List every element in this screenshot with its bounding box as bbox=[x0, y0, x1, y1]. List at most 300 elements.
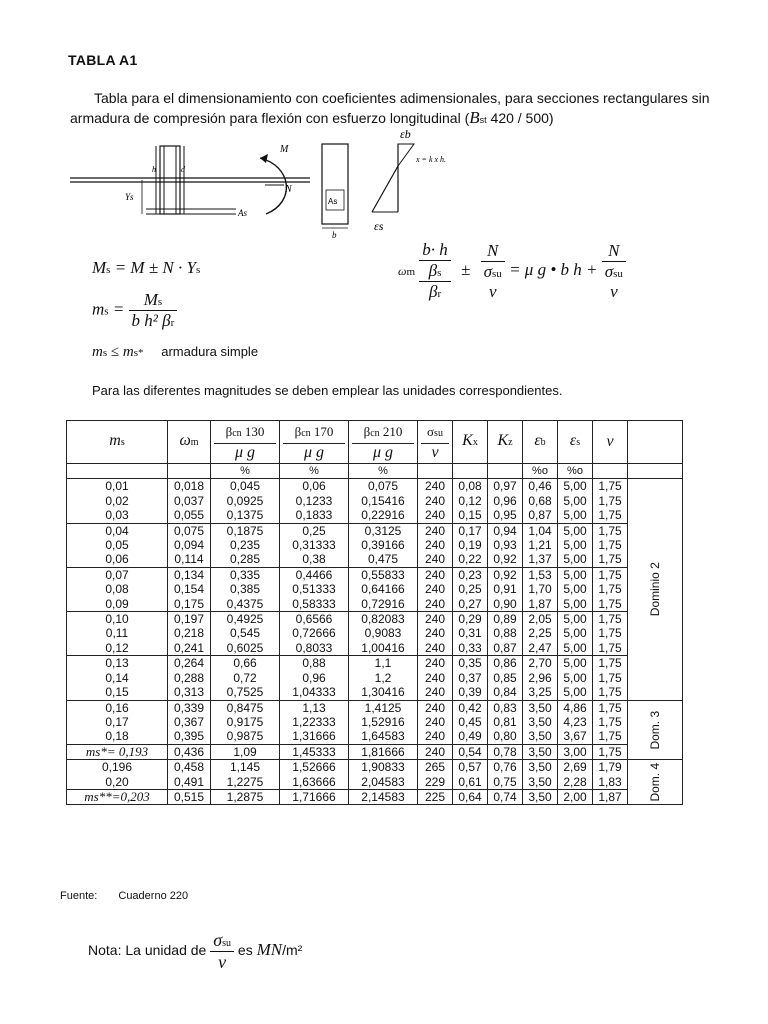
col-domain bbox=[628, 421, 683, 464]
table-cell bbox=[593, 567, 628, 611]
cell-value: 0,66 bbox=[233, 656, 257, 671]
table-cell bbox=[211, 567, 280, 611]
cell-value: 0,88 bbox=[493, 626, 517, 641]
cell-value: 0,29 bbox=[458, 612, 482, 627]
label-n: N bbox=[285, 184, 292, 195]
cell-value: 0,42 bbox=[458, 700, 482, 715]
cell-value: 240 bbox=[424, 640, 446, 655]
label-eb: εb bbox=[400, 130, 411, 141]
cell-value: 0,02 bbox=[105, 493, 129, 508]
table-cell: 1,87 bbox=[593, 789, 628, 804]
cell-value: 2,04583 bbox=[361, 774, 405, 789]
cell-value: 5,00 bbox=[563, 523, 587, 538]
cell-value: 0,3125 bbox=[364, 523, 402, 538]
table-cell bbox=[67, 567, 168, 611]
source-value: Cuaderno 220 bbox=[118, 890, 189, 902]
table-cell bbox=[453, 479, 488, 523]
cell-value: 240 bbox=[424, 596, 446, 611]
col-kx: Kx bbox=[453, 421, 488, 464]
cell-value: 240 bbox=[424, 729, 446, 744]
cell-value: 0,19 bbox=[458, 538, 482, 553]
table-cell bbox=[593, 523, 628, 567]
cell-value: 1,75 bbox=[598, 612, 622, 627]
cell-value: 0,458 bbox=[173, 760, 205, 775]
table-cell bbox=[211, 656, 280, 700]
label-ys: Ys bbox=[125, 192, 134, 202]
cell-value: 0,92 bbox=[493, 552, 517, 567]
cell-value: 1,64583 bbox=[361, 729, 405, 744]
table-cell bbox=[558, 612, 593, 656]
table-cell bbox=[488, 700, 523, 744]
table-row-group bbox=[67, 656, 683, 700]
table-cell bbox=[349, 479, 418, 523]
label-x: x = k x h. bbox=[416, 155, 447, 164]
cell-value: 0,49 bbox=[458, 729, 482, 744]
cell-value: 0,75 bbox=[493, 774, 517, 789]
cell-value: 0,96 bbox=[302, 670, 326, 685]
cell-value: 0,241 bbox=[173, 640, 205, 655]
cell-value: 240 bbox=[424, 612, 446, 627]
cell-value: 5,00 bbox=[563, 670, 587, 685]
cell-value: 0,86 bbox=[493, 656, 517, 671]
cell-value: 0,97 bbox=[493, 479, 517, 494]
table-cell: 1,71666 bbox=[280, 789, 349, 804]
table-cell bbox=[523, 612, 558, 656]
cell-value: 0,094 bbox=[173, 538, 205, 553]
cell-value: 0,385 bbox=[229, 582, 261, 597]
cell-value: 1,37 bbox=[528, 552, 552, 567]
cell-value: 5,00 bbox=[563, 612, 587, 627]
unit-cell: % bbox=[211, 464, 280, 479]
domain-text: Dom. 4 bbox=[647, 762, 662, 802]
cell-value: 1,75 bbox=[598, 685, 622, 700]
cell-value: 0,89 bbox=[493, 612, 517, 627]
cell-value: 0,37 bbox=[458, 670, 482, 685]
cell-value: 240 bbox=[424, 552, 446, 567]
cell-value: 1,2275 bbox=[226, 774, 264, 789]
table-cell bbox=[211, 760, 280, 790]
source-label: Fuente: bbox=[60, 890, 98, 902]
cell-value: 4,86 bbox=[563, 700, 587, 715]
cell-value: 4,23 bbox=[563, 714, 587, 729]
cell-value: 3,25 bbox=[528, 685, 552, 700]
cell-value: 240 bbox=[424, 508, 446, 523]
table-cell bbox=[67, 612, 168, 656]
unit-cell: % bbox=[349, 464, 418, 479]
steel-grade: 420 / 500) bbox=[486, 110, 554, 126]
table-cell bbox=[593, 700, 628, 744]
domain-label bbox=[628, 479, 683, 700]
table-cell bbox=[558, 567, 593, 611]
cell-value: 0,4375 bbox=[226, 596, 264, 611]
cell-value: 0,38 bbox=[302, 552, 326, 567]
cell-value: 0,12 bbox=[458, 493, 482, 508]
cell-value: 5,00 bbox=[563, 479, 587, 494]
cell-value: 1,75 bbox=[598, 538, 622, 553]
col-kz: Kz bbox=[488, 421, 523, 464]
cell-value: 5,00 bbox=[563, 656, 587, 671]
cell-value: 1,75 bbox=[598, 493, 622, 508]
cell-value: 240 bbox=[424, 479, 446, 494]
cell-value: 0,075 bbox=[173, 523, 205, 538]
domain-blank bbox=[628, 464, 683, 479]
note-unit-rest: /m² bbox=[282, 942, 303, 959]
table-cell bbox=[418, 760, 453, 790]
cell-value: 0,87 bbox=[493, 640, 517, 655]
cell-value: 1,75 bbox=[598, 670, 622, 685]
table-cell bbox=[211, 523, 280, 567]
cell-value: 0,0925 bbox=[226, 493, 264, 508]
table-cell bbox=[168, 479, 211, 523]
cell-value: 0,82083 bbox=[361, 612, 405, 627]
cell-value: 0,22 bbox=[458, 552, 482, 567]
cell-value: 0,58333 bbox=[292, 596, 336, 611]
cell-value: 0,55833 bbox=[361, 567, 405, 582]
table-cell bbox=[453, 523, 488, 567]
unit-cell: %o bbox=[558, 464, 593, 479]
table-cell: 1,81666 bbox=[349, 744, 418, 759]
table-cell bbox=[488, 523, 523, 567]
table-cell bbox=[558, 523, 593, 567]
cell-value: 0,61 bbox=[458, 774, 482, 789]
table-cell bbox=[349, 567, 418, 611]
note-line bbox=[88, 930, 302, 973]
cell-value: 0,45 bbox=[458, 714, 482, 729]
label-as-section: As bbox=[328, 197, 338, 206]
cell-value: 1,87 bbox=[528, 596, 552, 611]
table-cell: 3,50 bbox=[523, 744, 558, 759]
cell-value: 240 bbox=[424, 685, 446, 700]
cell-value: 240 bbox=[424, 670, 446, 685]
table-row-group bbox=[67, 567, 683, 611]
cell-value: 0,10 bbox=[105, 612, 129, 627]
cell-value: 1,90833 bbox=[361, 760, 405, 775]
steel-sub: st bbox=[479, 115, 487, 125]
unit-cell bbox=[453, 464, 488, 479]
cell-value: 1,75 bbox=[598, 552, 622, 567]
cell-value: 0,27 bbox=[458, 596, 482, 611]
cell-value: 1,75 bbox=[598, 523, 622, 538]
cell-value: 3,50 bbox=[528, 774, 552, 789]
table-cell bbox=[280, 760, 349, 790]
cell-value: 3,50 bbox=[528, 714, 552, 729]
cell-value: 5,00 bbox=[563, 567, 587, 582]
table-cell bbox=[211, 479, 280, 523]
cell-value: 240 bbox=[424, 700, 446, 715]
cell-value: 1,145 bbox=[229, 760, 261, 775]
cell-value: 240 bbox=[424, 714, 446, 729]
table-cell bbox=[523, 567, 558, 611]
table-cell: 0,54 bbox=[453, 744, 488, 759]
cell-value: 0,395 bbox=[173, 729, 205, 744]
col-eb: εb bbox=[523, 421, 558, 464]
cell-value: 0,72666 bbox=[292, 626, 336, 641]
table-cell bbox=[349, 656, 418, 700]
cell-value: 0,09 bbox=[105, 596, 129, 611]
cell-value: 0,68 bbox=[528, 493, 552, 508]
cell-value: 1,04333 bbox=[292, 685, 336, 700]
table-cell bbox=[488, 612, 523, 656]
cell-value: 0,31333 bbox=[292, 538, 336, 553]
table-cell bbox=[349, 700, 418, 744]
cell-value: 2,28 bbox=[563, 774, 587, 789]
table-cell bbox=[558, 700, 593, 744]
cell-value: 0,14 bbox=[105, 670, 129, 685]
table-row-group bbox=[67, 612, 683, 656]
cell-value: 5,00 bbox=[563, 596, 587, 611]
cell-value: 240 bbox=[424, 656, 446, 671]
cell-value: 1,52666 bbox=[292, 760, 336, 775]
cell-value: 0,81 bbox=[493, 714, 517, 729]
cell-value: 1,21 bbox=[528, 538, 552, 553]
cell-value: 0,339 bbox=[173, 700, 205, 715]
cell-value: 0,94 bbox=[493, 523, 517, 538]
cell-value: 0,288 bbox=[173, 670, 205, 685]
table-cell bbox=[488, 656, 523, 700]
cell-value: 1,75 bbox=[598, 640, 622, 655]
cell-value: 0,91 bbox=[493, 582, 517, 597]
table-cell bbox=[453, 700, 488, 744]
cell-value: 0,13 bbox=[105, 656, 129, 671]
table-cell: 2,00 bbox=[558, 789, 593, 804]
cell-value: 240 bbox=[424, 626, 446, 641]
table-cell: 2,14583 bbox=[349, 789, 418, 804]
table-cell bbox=[488, 567, 523, 611]
table-cell: 3,50 bbox=[523, 789, 558, 804]
cell-value: 0,15 bbox=[105, 685, 129, 700]
cell-value: 1,79 bbox=[598, 760, 622, 775]
cell-value: 0,154 bbox=[173, 582, 205, 597]
cell-value: 0,264 bbox=[173, 656, 205, 671]
table-cell bbox=[418, 700, 453, 744]
cell-value: 0,196 bbox=[101, 760, 133, 775]
table-cell bbox=[67, 656, 168, 700]
table-cell bbox=[280, 612, 349, 656]
table-cell: 0,78 bbox=[488, 744, 523, 759]
cell-value: 0,03 bbox=[105, 508, 129, 523]
table-cell bbox=[523, 523, 558, 567]
cell-value: 0,25 bbox=[458, 582, 482, 597]
cell-value: 0,313 bbox=[173, 685, 205, 700]
table-cell bbox=[349, 523, 418, 567]
formula-omega: ωm b· h βs βr ± N σsu ν = μ g • b h + N σsu ν bbox=[398, 240, 626, 302]
table-cell bbox=[168, 700, 211, 744]
cell-value: 0,8475 bbox=[226, 700, 264, 715]
table-cell: 0,74 bbox=[488, 789, 523, 804]
table-cell bbox=[349, 760, 418, 790]
domain-label bbox=[628, 760, 683, 805]
cell-value: 0,96 bbox=[493, 493, 517, 508]
cell-value: 1,75 bbox=[598, 582, 622, 597]
cell-value: 0,1233 bbox=[295, 493, 333, 508]
cell-value: 5,00 bbox=[563, 685, 587, 700]
cell-value: 1,53 bbox=[528, 567, 552, 582]
cell-value: 0,491 bbox=[173, 774, 205, 789]
source-line bbox=[60, 890, 188, 902]
cell-value: 0,84 bbox=[493, 685, 517, 700]
label-as-left: As bbox=[238, 208, 247, 218]
units-row bbox=[67, 464, 683, 479]
cell-value: 0,218 bbox=[173, 626, 205, 641]
cell-value: 1,83 bbox=[598, 774, 622, 789]
cell-value: 265 bbox=[424, 760, 446, 775]
cell-value: 2,05 bbox=[528, 612, 552, 627]
table-cell bbox=[453, 612, 488, 656]
table-cell bbox=[558, 479, 593, 523]
unit-cell: %o bbox=[523, 464, 558, 479]
table-cell bbox=[523, 656, 558, 700]
cell-value: 0,23 bbox=[458, 567, 482, 582]
table-cell bbox=[67, 700, 168, 744]
cell-value: 0,33 bbox=[458, 640, 482, 655]
cell-value: 0,92 bbox=[493, 567, 517, 582]
table-row-group bbox=[67, 760, 683, 790]
cell-value: 0,06 bbox=[302, 479, 326, 494]
table-cell: 3,00 bbox=[558, 744, 593, 759]
table-cell bbox=[168, 567, 211, 611]
cell-value: 1,75 bbox=[598, 596, 622, 611]
domain-label bbox=[628, 700, 683, 760]
cell-value: 0,76 bbox=[493, 760, 517, 775]
cell-value: 0,08 bbox=[105, 582, 129, 597]
label-d: d bbox=[181, 165, 185, 174]
col-omega: ωm bbox=[168, 421, 211, 464]
cell-value: 0,4925 bbox=[226, 612, 264, 627]
cell-value: 0,90 bbox=[493, 596, 517, 611]
col-nu: ν bbox=[593, 421, 628, 464]
cell-value: 0,075 bbox=[367, 479, 399, 494]
cell-value: 0,01 bbox=[105, 479, 129, 494]
cell-value: 1,13 bbox=[302, 700, 326, 715]
table-cell bbox=[488, 760, 523, 790]
table-cell bbox=[558, 656, 593, 700]
col-es: εs bbox=[558, 421, 593, 464]
cell-value: 1,00416 bbox=[361, 640, 405, 655]
unit-cell bbox=[418, 464, 453, 479]
cell-value: 0,018 bbox=[173, 479, 205, 494]
cell-value: 0,31 bbox=[458, 626, 482, 641]
table-cell bbox=[418, 656, 453, 700]
table-row-group bbox=[67, 523, 683, 567]
cell-value: 1,04 bbox=[528, 523, 552, 538]
cell-value: 0,175 bbox=[173, 596, 205, 611]
cell-value: 1,4125 bbox=[364, 700, 402, 715]
unit-cell bbox=[593, 464, 628, 479]
cell-value: 0,6566 bbox=[295, 612, 333, 627]
cell-value: 0,11 bbox=[105, 626, 129, 641]
table-cell bbox=[418, 523, 453, 567]
cell-value: 1,70 bbox=[528, 582, 552, 597]
formula-ms-ratio: ms = $\frac{Ms}{\text{b h² βr}}$ bbox=[92, 290, 177, 331]
cell-value: 0,6025 bbox=[226, 640, 264, 655]
col-b130: βcn 130 μ g bbox=[211, 421, 280, 464]
ms-star-row bbox=[67, 744, 683, 759]
unit-cell bbox=[168, 464, 211, 479]
table-cell: 1,75 bbox=[593, 744, 628, 759]
table-cell: 240 bbox=[418, 744, 453, 759]
cell-value: 5,00 bbox=[563, 493, 587, 508]
cell-value: 240 bbox=[424, 567, 446, 582]
cell-value: 0,83 bbox=[493, 700, 517, 715]
table-cell: 1,45333 bbox=[280, 744, 349, 759]
col-b210: βcn 210 μ g bbox=[349, 421, 418, 464]
cell-value: 1,75 bbox=[598, 656, 622, 671]
cell-value: 0,367 bbox=[173, 714, 205, 729]
cell-value: 5,00 bbox=[563, 538, 587, 553]
cell-value: 0,39166 bbox=[361, 538, 405, 553]
formula-ms: Ms = M ± N · Ys bbox=[92, 258, 201, 277]
section-diagram bbox=[60, 130, 480, 240]
cell-value: 0,15 bbox=[458, 508, 482, 523]
cell-value: 0,17 bbox=[105, 714, 129, 729]
table-cell bbox=[593, 656, 628, 700]
cell-value: 0,39 bbox=[458, 685, 482, 700]
table-cell: 225 bbox=[418, 789, 453, 804]
cell-value: 2,69 bbox=[563, 760, 587, 775]
table-cell bbox=[168, 760, 211, 790]
cell-value: 0,46 bbox=[528, 479, 552, 494]
ms-star2-row bbox=[67, 789, 683, 804]
cell-value: 0,197 bbox=[173, 612, 205, 627]
table-cell: 1,09 bbox=[211, 744, 280, 759]
cell-value: 1,75 bbox=[598, 508, 622, 523]
unit-cell: % bbox=[280, 464, 349, 479]
page-title: TABLA A1 bbox=[68, 52, 138, 68]
table-cell bbox=[453, 760, 488, 790]
cell-value: 1,75 bbox=[598, 479, 622, 494]
cell-value: 0,9083 bbox=[364, 626, 402, 641]
cell-value: 0,8033 bbox=[295, 640, 333, 655]
cell-value: 0,80 bbox=[493, 729, 517, 744]
ms-star-label: ms*= 0,193 bbox=[67, 744, 168, 759]
unit-cell bbox=[488, 464, 523, 479]
cell-value: 5,00 bbox=[563, 508, 587, 523]
cell-value: 0,285 bbox=[229, 552, 261, 567]
table-cell bbox=[593, 760, 628, 790]
table-cell bbox=[280, 700, 349, 744]
table-cell: 0,64 bbox=[453, 789, 488, 804]
cell-value: 0,134 bbox=[173, 567, 205, 582]
cell-value: 5,00 bbox=[563, 626, 587, 641]
ms-star2-label: ms**=0,203 bbox=[67, 789, 168, 804]
table-row-group bbox=[67, 479, 683, 523]
table-cell bbox=[280, 567, 349, 611]
table-cell bbox=[280, 656, 349, 700]
cell-value: 0,35 bbox=[458, 656, 482, 671]
cell-value: 1,75 bbox=[598, 700, 622, 715]
cell-value: 2,25 bbox=[528, 626, 552, 641]
cell-value: 0,93 bbox=[493, 538, 517, 553]
domain-text: Dominio 2 bbox=[647, 562, 662, 617]
cell-value: 1,63666 bbox=[292, 774, 336, 789]
cell-value: 1,1 bbox=[374, 656, 392, 671]
formula-condition: ms ≤ ms* armadura simple bbox=[92, 344, 259, 360]
unit-cell bbox=[67, 464, 168, 479]
table-cell bbox=[593, 479, 628, 523]
col-ms: ms bbox=[67, 421, 168, 464]
table-cell bbox=[67, 479, 168, 523]
table-cell bbox=[488, 479, 523, 523]
cell-value: 0,51333 bbox=[292, 582, 336, 597]
cell-value: 0,16 bbox=[105, 700, 129, 715]
intro-paragraph bbox=[70, 88, 720, 130]
cell-value: 0,06 bbox=[105, 552, 129, 567]
cell-value: 0,7525 bbox=[226, 685, 264, 700]
table-row-group bbox=[67, 700, 683, 744]
cell-value: 0,04 bbox=[105, 523, 129, 538]
cell-value: 0,05 bbox=[105, 538, 129, 553]
cell-value: 1,22333 bbox=[292, 714, 336, 729]
